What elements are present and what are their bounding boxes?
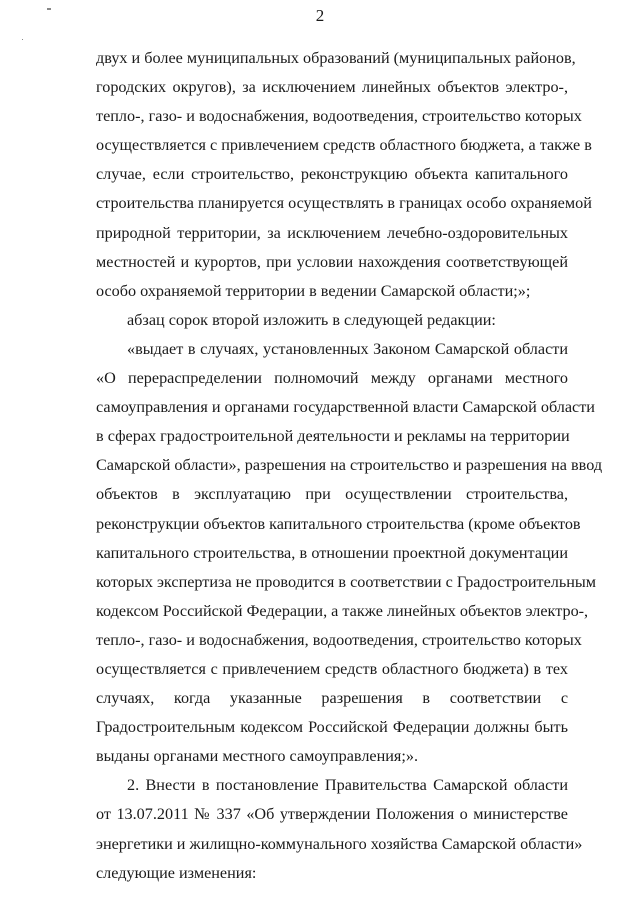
document-body — [96, 44, 603, 888]
text-line: кодексом Российской Федерации, а также линейных объектов электро-, — [96, 601, 589, 620]
text-line: осуществляется с привлечением средств областного бюджета) в тех — [96, 659, 568, 678]
text-line: Самарской области», разрешения на строительство и разрешения на ввод — [96, 456, 603, 475]
scan-artifact — [22, 39, 23, 40]
paragraph-2 — [96, 306, 568, 335]
text-line: «О перераспределении полномочий между органами местного — [96, 369, 568, 388]
paragraph-3 — [96, 335, 603, 771]
page-number: 2 — [315, 6, 325, 25]
text-line: особо охраняемой территории в ведении Самарской области;»; — [96, 281, 531, 300]
text-line: выданы органами местного самоуправления;». — [96, 747, 418, 766]
text-line: «выдает в случаях, установленных Законом Самарской области — [127, 339, 568, 358]
text-line: двух и более муниципальных образований (муниципальных районов, — [96, 49, 576, 67]
text-line: которых экспертиза не проводится в соответствии с Градостроительным — [96, 572, 597, 591]
text-line: энергетики и жилищно-коммунального хозяйства Самарской области» — [96, 834, 583, 853]
text-line: в сферах градостроительной деятельности и рекламы на территории — [96, 427, 570, 446]
text-line: капитального строительства, в отношении проектной документации — [96, 543, 568, 562]
text-line: объектов в эксплуатацию при осуществлении строительства, — [96, 485, 568, 504]
text-line: 2. Внести в постановление Правительства Самарской области — [127, 776, 568, 795]
text-line: природной территории, за исключением лечебно-оздоровительных — [96, 223, 568, 242]
text-line: строительства планируется осуществлять в границах особо охраняемой — [96, 194, 592, 213]
text-line: следующие изменения: — [96, 863, 257, 882]
text-line: городских округов), за исключением линейных объектов электро-, — [96, 78, 568, 97]
text-line: местностей и курортов, при условии нахождения соответствующей — [96, 252, 568, 271]
text-line: реконструкции объектов капитального строительства (кроме объектов — [96, 514, 581, 533]
text-line: случаях, когда указанные разрешения в соответствии с — [96, 689, 568, 708]
paragraph-1 — [96, 44, 592, 306]
text-line: случае, если строительство, реконструкцию объекта капитального — [96, 165, 568, 184]
paragraph-4 — [96, 771, 583, 887]
text-line: тепло-, газо- и водоснабжения, водоотведения, строительство которых — [96, 107, 582, 126]
text-line: от 13.07.2011 № 337 «Об утверждении Положения о министерстве — [96, 805, 568, 824]
text-line: абзац сорок второй изложить в следующей редакции: — [127, 310, 496, 329]
text-line: самоуправления и органами государственной власти Самарской области — [96, 398, 595, 417]
text-line: Градостроительным кодексом Российской Федерации должны быть — [96, 718, 568, 737]
text-line: тепло-, газо- и водоснабжения, водоотведения, строительство которых — [96, 630, 582, 649]
text-line: осуществляется с привлечением средств областного бюджета, а также в — [96, 136, 592, 155]
